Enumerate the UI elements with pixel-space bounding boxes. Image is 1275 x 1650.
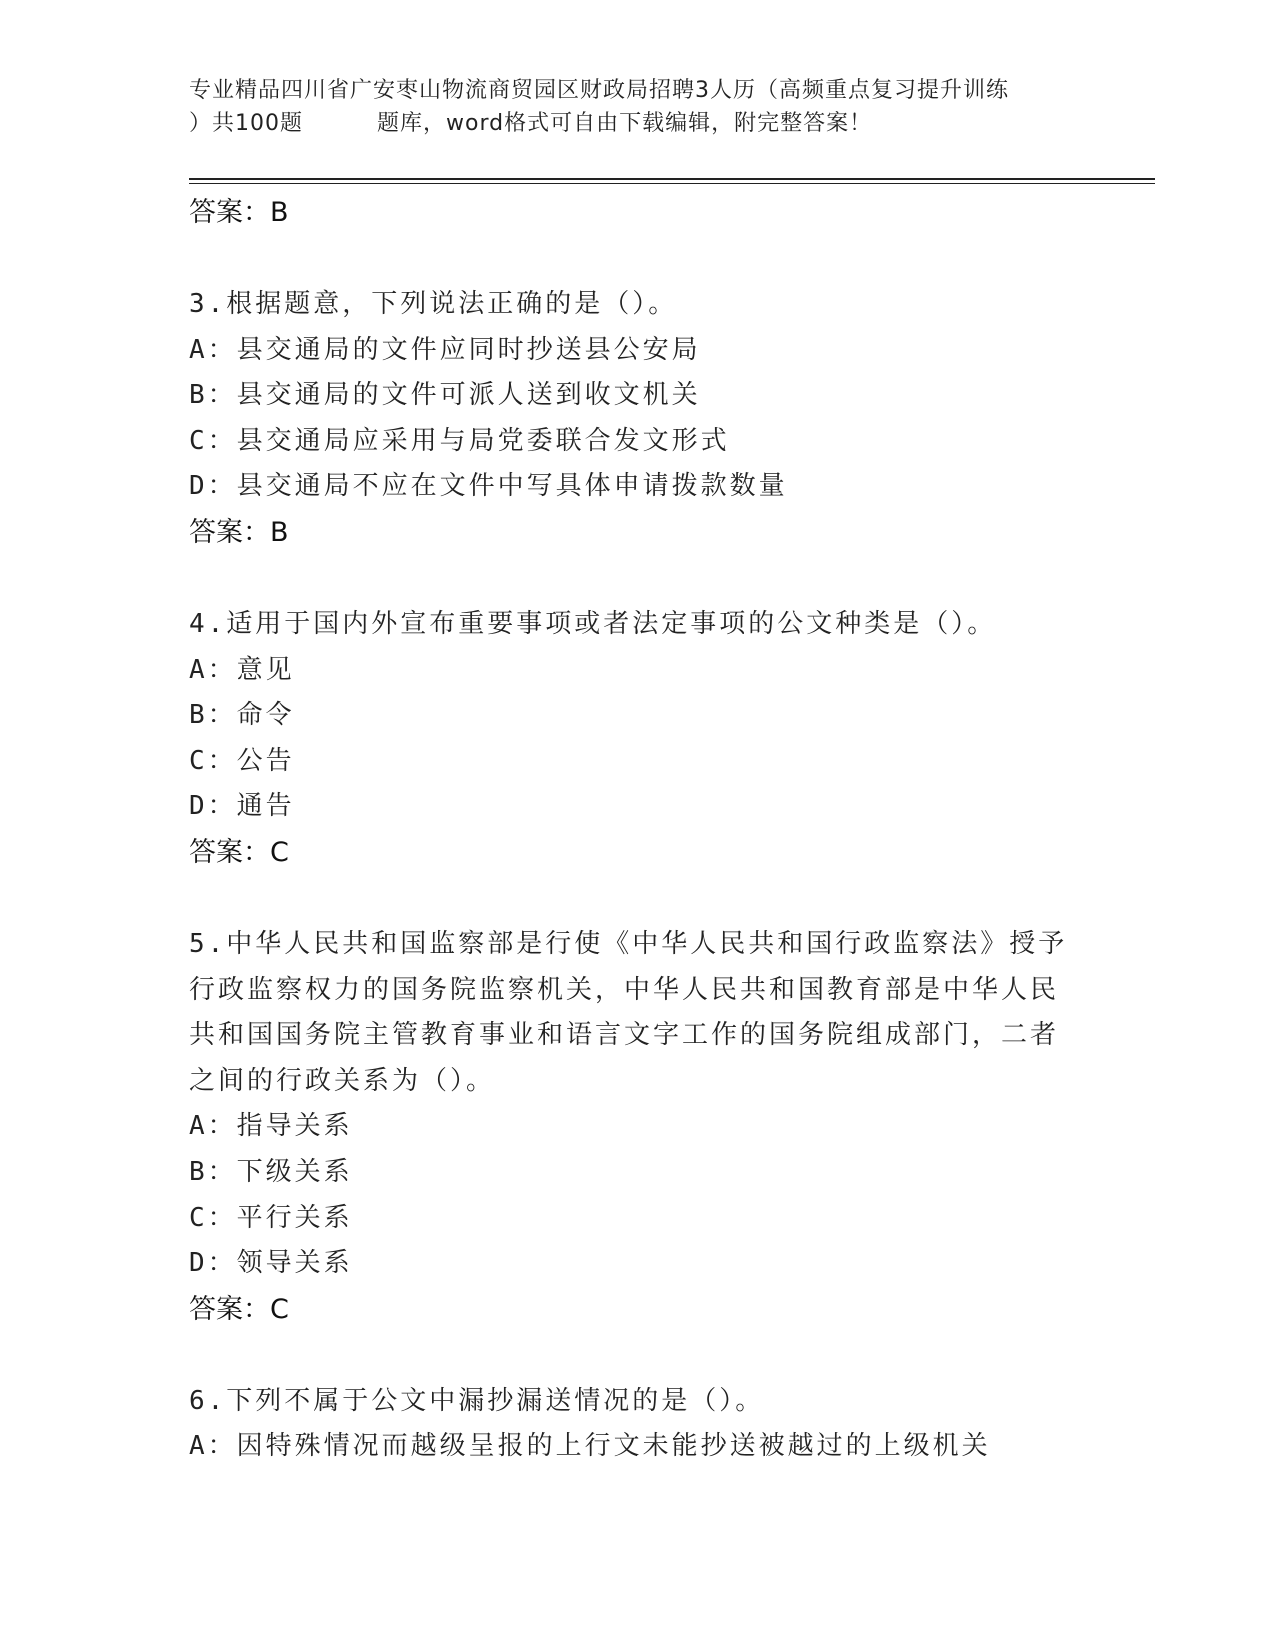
option-a: A：指导关系: [189, 1111, 353, 1142]
question-stem: 6.下列不属于公文中漏抄漏送情况的是（）。: [189, 1385, 765, 1416]
option-b: B：命令: [189, 700, 295, 731]
question-answer: 答案：C: [189, 1293, 289, 1325]
option-c: C：县交通局应采用与局党委联合发文形式: [189, 425, 730, 456]
option-d: D：通告: [189, 791, 295, 822]
question-5: [189, 922, 1089, 1333]
question-3: [189, 282, 1089, 556]
question-stem-line: 行政监察权力的国务院监察机关，中华人民共和国教育部是中华人民: [189, 974, 1060, 1005]
question-6: [189, 1379, 1089, 1470]
option-b: B：下级关系: [189, 1156, 353, 1187]
header-line-1: 专业精品四川省广安枣山物流商贸园区财政局招聘3人历（高频重点复习提升训练: [189, 78, 1009, 103]
option-b: B：县交通局的文件可派人送到收文机关: [189, 380, 701, 411]
page-header: [189, 74, 1089, 140]
question-answer: 答案：B: [189, 516, 289, 548]
header-line-2-start: ）共100题: [189, 111, 303, 136]
option-c: C：公告: [189, 745, 295, 776]
option-d: D：县交通局不应在文件中写具体申请拨款数量: [189, 471, 788, 502]
question-stem: 4.适用于国内外宣布重要事项或者法定事项的公文种类是（）。: [189, 608, 997, 639]
question-4: [189, 602, 1089, 876]
question-stem-line: 之间的行政关系为（）。: [189, 1065, 496, 1096]
header-divider-thin: [189, 183, 1155, 184]
question-stem-line: 5.中华人民共和国监察部是行使《中华人民共和国行政监察法》授予: [189, 928, 1068, 959]
option-a: A：县交通局的文件应同时抄送县公安局: [189, 334, 701, 365]
question-stem-line: 共和国国务院主管教育事业和语言文字工作的国务院组成部门，二者: [189, 1020, 1060, 1051]
option-a: A：因特殊情况而越级呈报的上行文未能抄送被越过的上级机关: [189, 1431, 991, 1462]
question-stem: 3.根据题意，下列说法正确的是（）。: [189, 289, 678, 319]
header-divider: [189, 178, 1155, 180]
header-line-2: [189, 107, 1089, 140]
option-c: C：平行关系: [189, 1202, 353, 1233]
option-a: A：意见: [189, 654, 295, 685]
question-answer: 答案：C: [189, 836, 289, 868]
option-d: D：领导关系: [189, 1248, 353, 1279]
header-line-2-end: 题库，word格式可自由下载编辑，附完整答案！: [377, 111, 873, 136]
document-body: [189, 190, 1089, 1470]
previous-answer: 答案：B: [189, 197, 289, 228]
